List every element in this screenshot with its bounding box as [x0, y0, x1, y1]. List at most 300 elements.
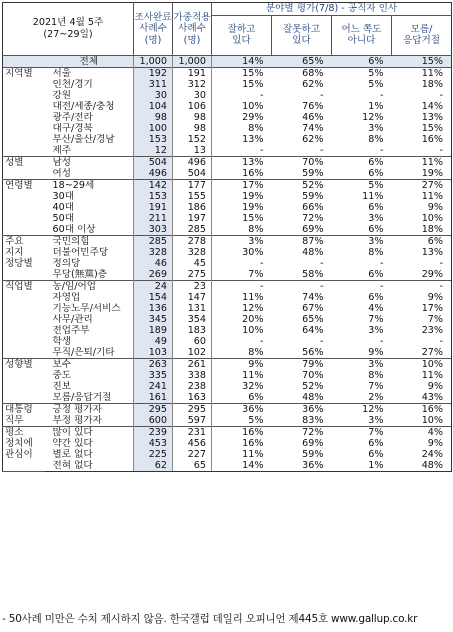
good-pct-cell: 19%: [242, 190, 264, 202]
dontknow-pct-cell: 14%: [392, 101, 452, 112]
col-good-label-2: 있다: [232, 35, 251, 46]
bad-pct-cell: 70%: [302, 369, 324, 381]
bad-pct-cell: 62%: [302, 78, 324, 90]
neither-pct-cell: 1%: [332, 460, 392, 472]
dontknow-pct-cell: 15%: [392, 123, 452, 134]
col-neither-label-2: 아니다: [347, 35, 376, 46]
bad-pct-cell: 59%: [302, 167, 324, 179]
table-row: [3, 381, 452, 392]
table-row: [3, 235, 452, 247]
weighted-count-cell: 227: [173, 449, 212, 460]
table-row: [3, 101, 452, 112]
weighted-count-cell: 155: [173, 191, 212, 202]
footnote: - 50사례 미만은 수치 제시하지 않음. 한국갤럽 데일리 오피니언 제445호 www.gallup.co.kr: [2, 613, 418, 625]
survey-count-cell: 103: [134, 347, 173, 359]
good-pct-cell: 16%: [242, 167, 264, 179]
weighted-count-cell: 328: [173, 247, 212, 258]
col-good-label-1: 잘하고: [227, 23, 256, 35]
weighted-count-header: [173, 3, 212, 56]
weighted-count-cell: 98: [173, 112, 212, 123]
weighted-count-cell: 261: [173, 358, 212, 370]
bad-pct-cell: 65%: [272, 55, 332, 67]
table-row: [3, 438, 452, 449]
dontknow-pct-cell: 43%: [392, 392, 452, 404]
row-label: 여성: [45, 168, 134, 180]
table-row: [3, 292, 452, 303]
good-pct-cell: 17%: [212, 179, 272, 191]
category-cell: [3, 235, 45, 280]
dontknow-pct-cell: 4%: [392, 426, 452, 438]
survey-count-cell: 285: [134, 235, 173, 247]
neither-pct-cell: 6%: [368, 268, 384, 280]
table-row: [3, 358, 452, 370]
dontknow-pct-cell: 13%: [392, 247, 452, 258]
survey-count-cell: 12: [134, 145, 173, 157]
category-cell: [3, 358, 45, 403]
neither-pct-cell: 3%: [368, 324, 384, 336]
category-cell: [3, 280, 45, 358]
good-pct-cell: 19%: [242, 201, 264, 213]
dontknow-pct-cell: 48%: [392, 460, 452, 472]
weighted-count-cell: 177: [173, 179, 212, 191]
date-header: [3, 3, 134, 56]
good-pct-cell: 13%: [242, 133, 264, 145]
table-row: [3, 168, 452, 180]
weighted-count-cell: 183: [173, 325, 212, 336]
good-pct-cell: 16%: [212, 426, 272, 438]
neither-pct-cell: 5%: [332, 179, 392, 191]
neither-pct-cell: 3%: [332, 235, 392, 247]
table-row: [3, 280, 452, 292]
bad-pct-cell: 52%: [302, 380, 324, 392]
neither-pct-cell: 6%: [332, 55, 392, 67]
category-cell: [3, 156, 45, 179]
dontknow-pct-cell: 27%: [392, 179, 452, 191]
table-row: [3, 347, 452, 359]
bad-pct-cell: -: [320, 144, 324, 156]
row-label: 전업주부: [45, 325, 134, 336]
neither-pct-cell: -: [380, 335, 384, 347]
row-label: 농/임/어업: [45, 280, 134, 292]
bad-pct-cell: 46%: [302, 111, 324, 123]
row-label: 전체: [45, 55, 134, 67]
bad-pct-cell: 79%: [272, 358, 332, 370]
bad-pct-cell: -: [272, 280, 332, 292]
col-dontknow-label-1: 모름/: [410, 23, 433, 35]
weighted-count-cell: 295: [173, 403, 212, 415]
row-label: 부정 평가자: [45, 415, 134, 427]
bad-pct-cell: 69%: [302, 223, 324, 235]
dontknow-pct-cell: 16%: [392, 134, 452, 145]
row-label: 대전/세종/충청: [45, 101, 134, 112]
survey-count-cell: 104: [134, 101, 173, 112]
good-pct-cell: 14%: [212, 55, 272, 67]
survey-count-cell: 345: [134, 314, 173, 325]
category-label: 직업별: [5, 280, 33, 292]
table-row: [3, 90, 452, 101]
group-title: 분야별 평가(7/8) - 공직자 인사: [212, 3, 452, 16]
good-pct-cell: 15%: [242, 212, 264, 224]
neither-pct-cell: 5%: [332, 67, 392, 79]
good-pct-cell: 8%: [248, 346, 264, 358]
bad-pct-cell: -: [320, 89, 324, 101]
table-row: [3, 303, 452, 314]
table-row: [3, 67, 452, 79]
category-label: 성향별: [5, 358, 33, 370]
dontknow-pct-cell: 18%: [392, 79, 452, 90]
col-dontknow-header: [392, 15, 452, 55]
weighted-count-cell: 152: [173, 134, 212, 145]
good-pct-cell: -: [260, 257, 264, 269]
table-row-total: [3, 55, 452, 67]
weighted-count-cell: 98: [173, 123, 212, 134]
col-bad-label-1: 잘못하고: [282, 23, 321, 35]
neither-pct-cell: 8%: [368, 369, 384, 381]
col-neither-label-1: 어느 쪽도: [341, 23, 382, 35]
neither-pct-cell: 6%: [332, 156, 392, 168]
survey-count-cell: 211: [134, 213, 173, 224]
table-row: [3, 336, 452, 347]
survey-count-cell: 303: [134, 224, 173, 236]
survey-count-cell: 600: [134, 415, 173, 427]
bad-pct-cell: 36%: [272, 460, 332, 472]
good-pct-cell: -: [212, 280, 272, 292]
col-dontknow-label-2: 응답거절: [402, 35, 441, 46]
neither-pct-cell: 3%: [368, 212, 384, 224]
dontknow-pct-cell: 10%: [392, 358, 452, 370]
good-pct-cell: 9%: [212, 358, 272, 370]
row-label: 전혀 없다: [45, 460, 134, 472]
row-label: 부산/울산/경남: [45, 134, 134, 145]
weighted-count-cell: 191: [173, 67, 212, 79]
neither-pct-cell: 6%: [368, 201, 384, 213]
weighted-count-cell: 496: [173, 156, 212, 168]
survey-count-cell: 241: [134, 381, 173, 392]
table-row: [3, 202, 452, 213]
row-label: 중도: [45, 370, 134, 381]
dontknow-pct-cell: 9%: [392, 202, 452, 213]
bad-pct-cell: 87%: [272, 235, 332, 247]
neither-pct-cell: 11%: [362, 190, 384, 202]
good-pct-cell: 12%: [242, 302, 264, 314]
table-row: [3, 112, 452, 123]
weighted-count-cell: 275: [173, 269, 212, 281]
survey-count-cell: 1,000: [134, 55, 173, 67]
row-label: 국민의힘: [45, 235, 134, 247]
bad-pct-cell: 59%: [302, 448, 324, 460]
row-label: 40대: [45, 202, 134, 213]
neither-pct-cell: -: [380, 89, 384, 101]
table-row: [3, 79, 452, 90]
dontknow-pct-cell: 23%: [392, 325, 452, 336]
neither-pct-cell: 4%: [368, 302, 384, 314]
weighted-count-cell: 30: [173, 90, 212, 101]
survey-count-label-1: 조사완료: [134, 11, 172, 23]
survey-count-cell: 263: [134, 358, 173, 370]
survey-count-cell: 453: [134, 438, 173, 449]
neither-pct-cell: 2%: [368, 391, 384, 403]
survey-count-cell: 161: [134, 392, 173, 404]
good-pct-cell: 13%: [212, 156, 272, 168]
table-row: [3, 134, 452, 145]
weighted-count-cell: 65: [173, 460, 212, 472]
neither-pct-cell: 6%: [368, 223, 384, 235]
dontknow-pct-cell: 13%: [392, 112, 452, 123]
good-pct-cell: 8%: [248, 223, 264, 235]
category-label: 연령별: [5, 179, 33, 191]
table-row: [3, 179, 452, 191]
good-pct-cell: 16%: [242, 437, 264, 449]
neither-pct-cell: 8%: [368, 246, 384, 258]
survey-count-label-3: (명): [144, 34, 162, 46]
table-row: [3, 415, 452, 427]
weighted-count-cell: 238: [173, 381, 212, 392]
weighted-count-cell: 197: [173, 213, 212, 224]
survey-count-cell: 328: [134, 247, 173, 258]
category-cell: [3, 179, 45, 235]
weighted-count-cell: 597: [173, 415, 212, 427]
dontknow-pct-cell: 16%: [392, 403, 452, 415]
survey-count-cell: 269: [134, 269, 173, 281]
weighted-count-cell: 60: [173, 336, 212, 347]
neither-pct-cell: 6%: [368, 437, 384, 449]
row-label: 자영업: [45, 292, 134, 303]
bad-pct-cell: 83%: [302, 414, 324, 426]
category-label: 대통령 직무: [5, 403, 33, 426]
good-pct-cell: 29%: [242, 111, 264, 123]
survey-count-cell: 496: [134, 168, 173, 180]
bad-pct-cell: -: [320, 335, 324, 347]
row-label: 남성: [45, 156, 134, 168]
table-row: [3, 224, 452, 236]
good-pct-cell: 11%: [242, 369, 264, 381]
survey-count-cell: 46: [134, 258, 173, 269]
bad-pct-cell: 48%: [302, 246, 324, 258]
neither-pct-cell: 3%: [368, 122, 384, 134]
bad-pct-cell: 66%: [302, 201, 324, 213]
row-label: 서울: [45, 67, 134, 79]
survey-count-cell: 142: [134, 179, 173, 191]
good-pct-cell: 36%: [212, 403, 272, 415]
survey-count-cell: 62: [134, 460, 173, 472]
category-cell: [3, 426, 45, 471]
survey-count-cell: 136: [134, 303, 173, 314]
neither-pct-cell: 6%: [368, 291, 384, 303]
dontknow-pct-cell: 24%: [392, 449, 452, 460]
good-pct-cell: 11%: [242, 448, 264, 460]
dontknow-pct-cell: 11%: [392, 191, 452, 202]
row-label: 기능노무/서비스: [45, 303, 134, 314]
good-pct-cell: 14%: [212, 460, 272, 472]
bad-pct-cell: 72%: [272, 426, 332, 438]
bad-pct-cell: 62%: [302, 133, 324, 145]
row-label: 모름/응답거절: [45, 392, 134, 404]
weighted-count-cell: 278: [173, 235, 212, 247]
bad-pct-cell: 74%: [302, 291, 324, 303]
survey-count-cell: 24: [134, 280, 173, 292]
date-line-2: (27~29일): [43, 28, 93, 40]
bad-pct-cell: 56%: [302, 346, 324, 358]
neither-pct-cell: 8%: [368, 133, 384, 145]
date-line-1: 2021년 4월 5주: [32, 17, 104, 29]
row-label: 대구/경북: [45, 123, 134, 134]
survey-count-cell: 49: [134, 336, 173, 347]
dontknow-pct-cell: 11%: [392, 67, 452, 79]
col-neither-header: [332, 15, 392, 55]
row-label: 진보: [45, 381, 134, 392]
weighted-count-cell: 23: [173, 280, 212, 292]
category-label: 지역별: [5, 67, 33, 79]
weighted-count-cell: 231: [173, 426, 212, 438]
dontknow-pct-cell: 19%: [392, 168, 452, 180]
dontknow-pct-cell: 17%: [392, 303, 452, 314]
good-pct-cell: 5%: [248, 414, 264, 426]
row-label: 더불어민주당: [45, 247, 134, 258]
survey-count-cell: 295: [134, 403, 173, 415]
weighted-count-cell: 312: [173, 79, 212, 90]
report-container: [2, 2, 451, 472]
category-label: 성별: [5, 156, 24, 168]
dontknow-pct-cell: 10%: [392, 213, 452, 224]
good-pct-cell: 15%: [242, 78, 264, 90]
good-pct-cell: 8%: [248, 122, 264, 134]
good-pct-cell: 11%: [242, 291, 264, 303]
bad-pct-cell: 74%: [302, 122, 324, 134]
bad-pct-cell: 65%: [302, 313, 324, 325]
survey-count-cell: 225: [134, 449, 173, 460]
row-label: 인천/경기: [45, 79, 134, 90]
dontknow-pct-cell: 29%: [392, 269, 452, 281]
table-row: [3, 314, 452, 325]
bad-pct-cell: 52%: [272, 179, 332, 191]
survey-count-cell: 30: [134, 90, 173, 101]
survey-count-cell: 335: [134, 370, 173, 381]
weighted-count-cell: 45: [173, 258, 212, 269]
row-label: 18~29세: [45, 179, 134, 191]
weighted-count-cell: 147: [173, 292, 212, 303]
good-pct-cell: -: [260, 335, 264, 347]
dontknow-pct-cell: -: [392, 336, 452, 347]
bad-pct-cell: -: [320, 257, 324, 269]
weighted-count-label-2: 사례수: [178, 23, 206, 34]
bad-pct-cell: 59%: [302, 190, 324, 202]
weighted-count-cell: 456: [173, 438, 212, 449]
bad-pct-cell: 67%: [302, 302, 324, 314]
dontknow-pct-cell: 15%: [392, 55, 452, 67]
weighted-count-label-1: 가중적용: [173, 11, 211, 23]
row-label: 제주: [45, 145, 134, 157]
bad-pct-cell: 64%: [302, 324, 324, 336]
dontknow-pct-cell: 18%: [392, 224, 452, 236]
survey-count-cell: 98: [134, 112, 173, 123]
table-row: [3, 191, 452, 202]
row-label: 사무/관리: [45, 314, 134, 325]
weighted-count-cell: 285: [173, 224, 212, 236]
table-row: [3, 258, 452, 269]
row-label: 광주/전라: [45, 112, 134, 123]
dontknow-pct-cell: 27%: [392, 347, 452, 359]
bad-pct-cell: 36%: [272, 403, 332, 415]
survey-count-cell: 311: [134, 79, 173, 90]
neither-pct-cell: 7%: [368, 380, 384, 392]
bad-pct-cell: 58%: [302, 268, 324, 280]
table-row: [3, 449, 452, 460]
neither-pct-cell: 1%: [368, 100, 384, 112]
bad-pct-cell: 72%: [302, 212, 324, 224]
category-cell: [3, 67, 45, 156]
weighted-count-cell: 1,000: [173, 55, 212, 67]
dontknow-pct-cell: 9%: [392, 381, 452, 392]
dontknow-pct-cell: 11%: [392, 370, 452, 381]
dontknow-pct-cell: -: [392, 258, 452, 269]
row-label: 학생: [45, 336, 134, 347]
table-body: [3, 55, 452, 471]
neither-pct-cell: 12%: [332, 403, 392, 415]
dontknow-pct-cell: 9%: [392, 438, 452, 449]
dontknow-pct-cell: 10%: [392, 415, 452, 427]
row-label: 무직/은퇴/기타: [45, 347, 134, 359]
weighted-count-cell: 338: [173, 370, 212, 381]
neither-pct-cell: 5%: [368, 78, 384, 90]
weighted-count-cell: 504: [173, 168, 212, 180]
good-pct-cell: 6%: [248, 391, 264, 403]
neither-pct-cell: 12%: [362, 111, 384, 123]
good-pct-cell: 15%: [212, 67, 272, 79]
good-pct-cell: -: [260, 144, 264, 156]
category-cell: [3, 55, 45, 67]
survey-count-cell: 100: [134, 123, 173, 134]
row-label: 무당(無黨)층: [45, 269, 134, 281]
good-pct-cell: 30%: [242, 246, 264, 258]
dontknow-pct-cell: -: [392, 280, 452, 292]
weighted-count-cell: 102: [173, 347, 212, 359]
table-row: [3, 392, 452, 404]
table-row: [3, 370, 452, 381]
good-pct-cell: 10%: [242, 324, 264, 336]
row-label: 60대 이상: [45, 224, 134, 236]
col-good-header: [212, 15, 272, 55]
bad-pct-cell: 76%: [302, 100, 324, 112]
row-label: 30대: [45, 191, 134, 202]
row-label: 약간 있다: [45, 438, 134, 449]
dontknow-pct-cell: 7%: [392, 314, 452, 325]
weighted-count-cell: 354: [173, 314, 212, 325]
neither-pct-cell: -: [380, 257, 384, 269]
bad-pct-cell: 70%: [272, 156, 332, 168]
table-header: [3, 3, 452, 56]
neither-pct-cell: -: [332, 280, 392, 292]
category-cell: [3, 403, 45, 426]
bad-pct-cell: 69%: [302, 437, 324, 449]
survey-count-header: [134, 3, 173, 56]
survey-count-cell: 154: [134, 292, 173, 303]
weighted-count-cell: 186: [173, 202, 212, 213]
row-label: 별로 없다: [45, 449, 134, 460]
dontknow-pct-cell: 9%: [392, 292, 452, 303]
good-pct-cell: 3%: [212, 235, 272, 247]
survey-table: [2, 2, 452, 472]
survey-count-cell: 504: [134, 156, 173, 168]
weighted-count-cell: 13: [173, 145, 212, 157]
good-pct-cell: -: [260, 89, 264, 101]
neither-pct-cell: 6%: [368, 167, 384, 179]
table-row: [3, 156, 452, 168]
neither-pct-cell: 7%: [368, 313, 384, 325]
category-label: 주요 지지 정당별: [5, 235, 33, 269]
bad-pct-cell: 48%: [302, 391, 324, 403]
table-row: [3, 426, 452, 438]
good-pct-cell: 32%: [242, 380, 264, 392]
